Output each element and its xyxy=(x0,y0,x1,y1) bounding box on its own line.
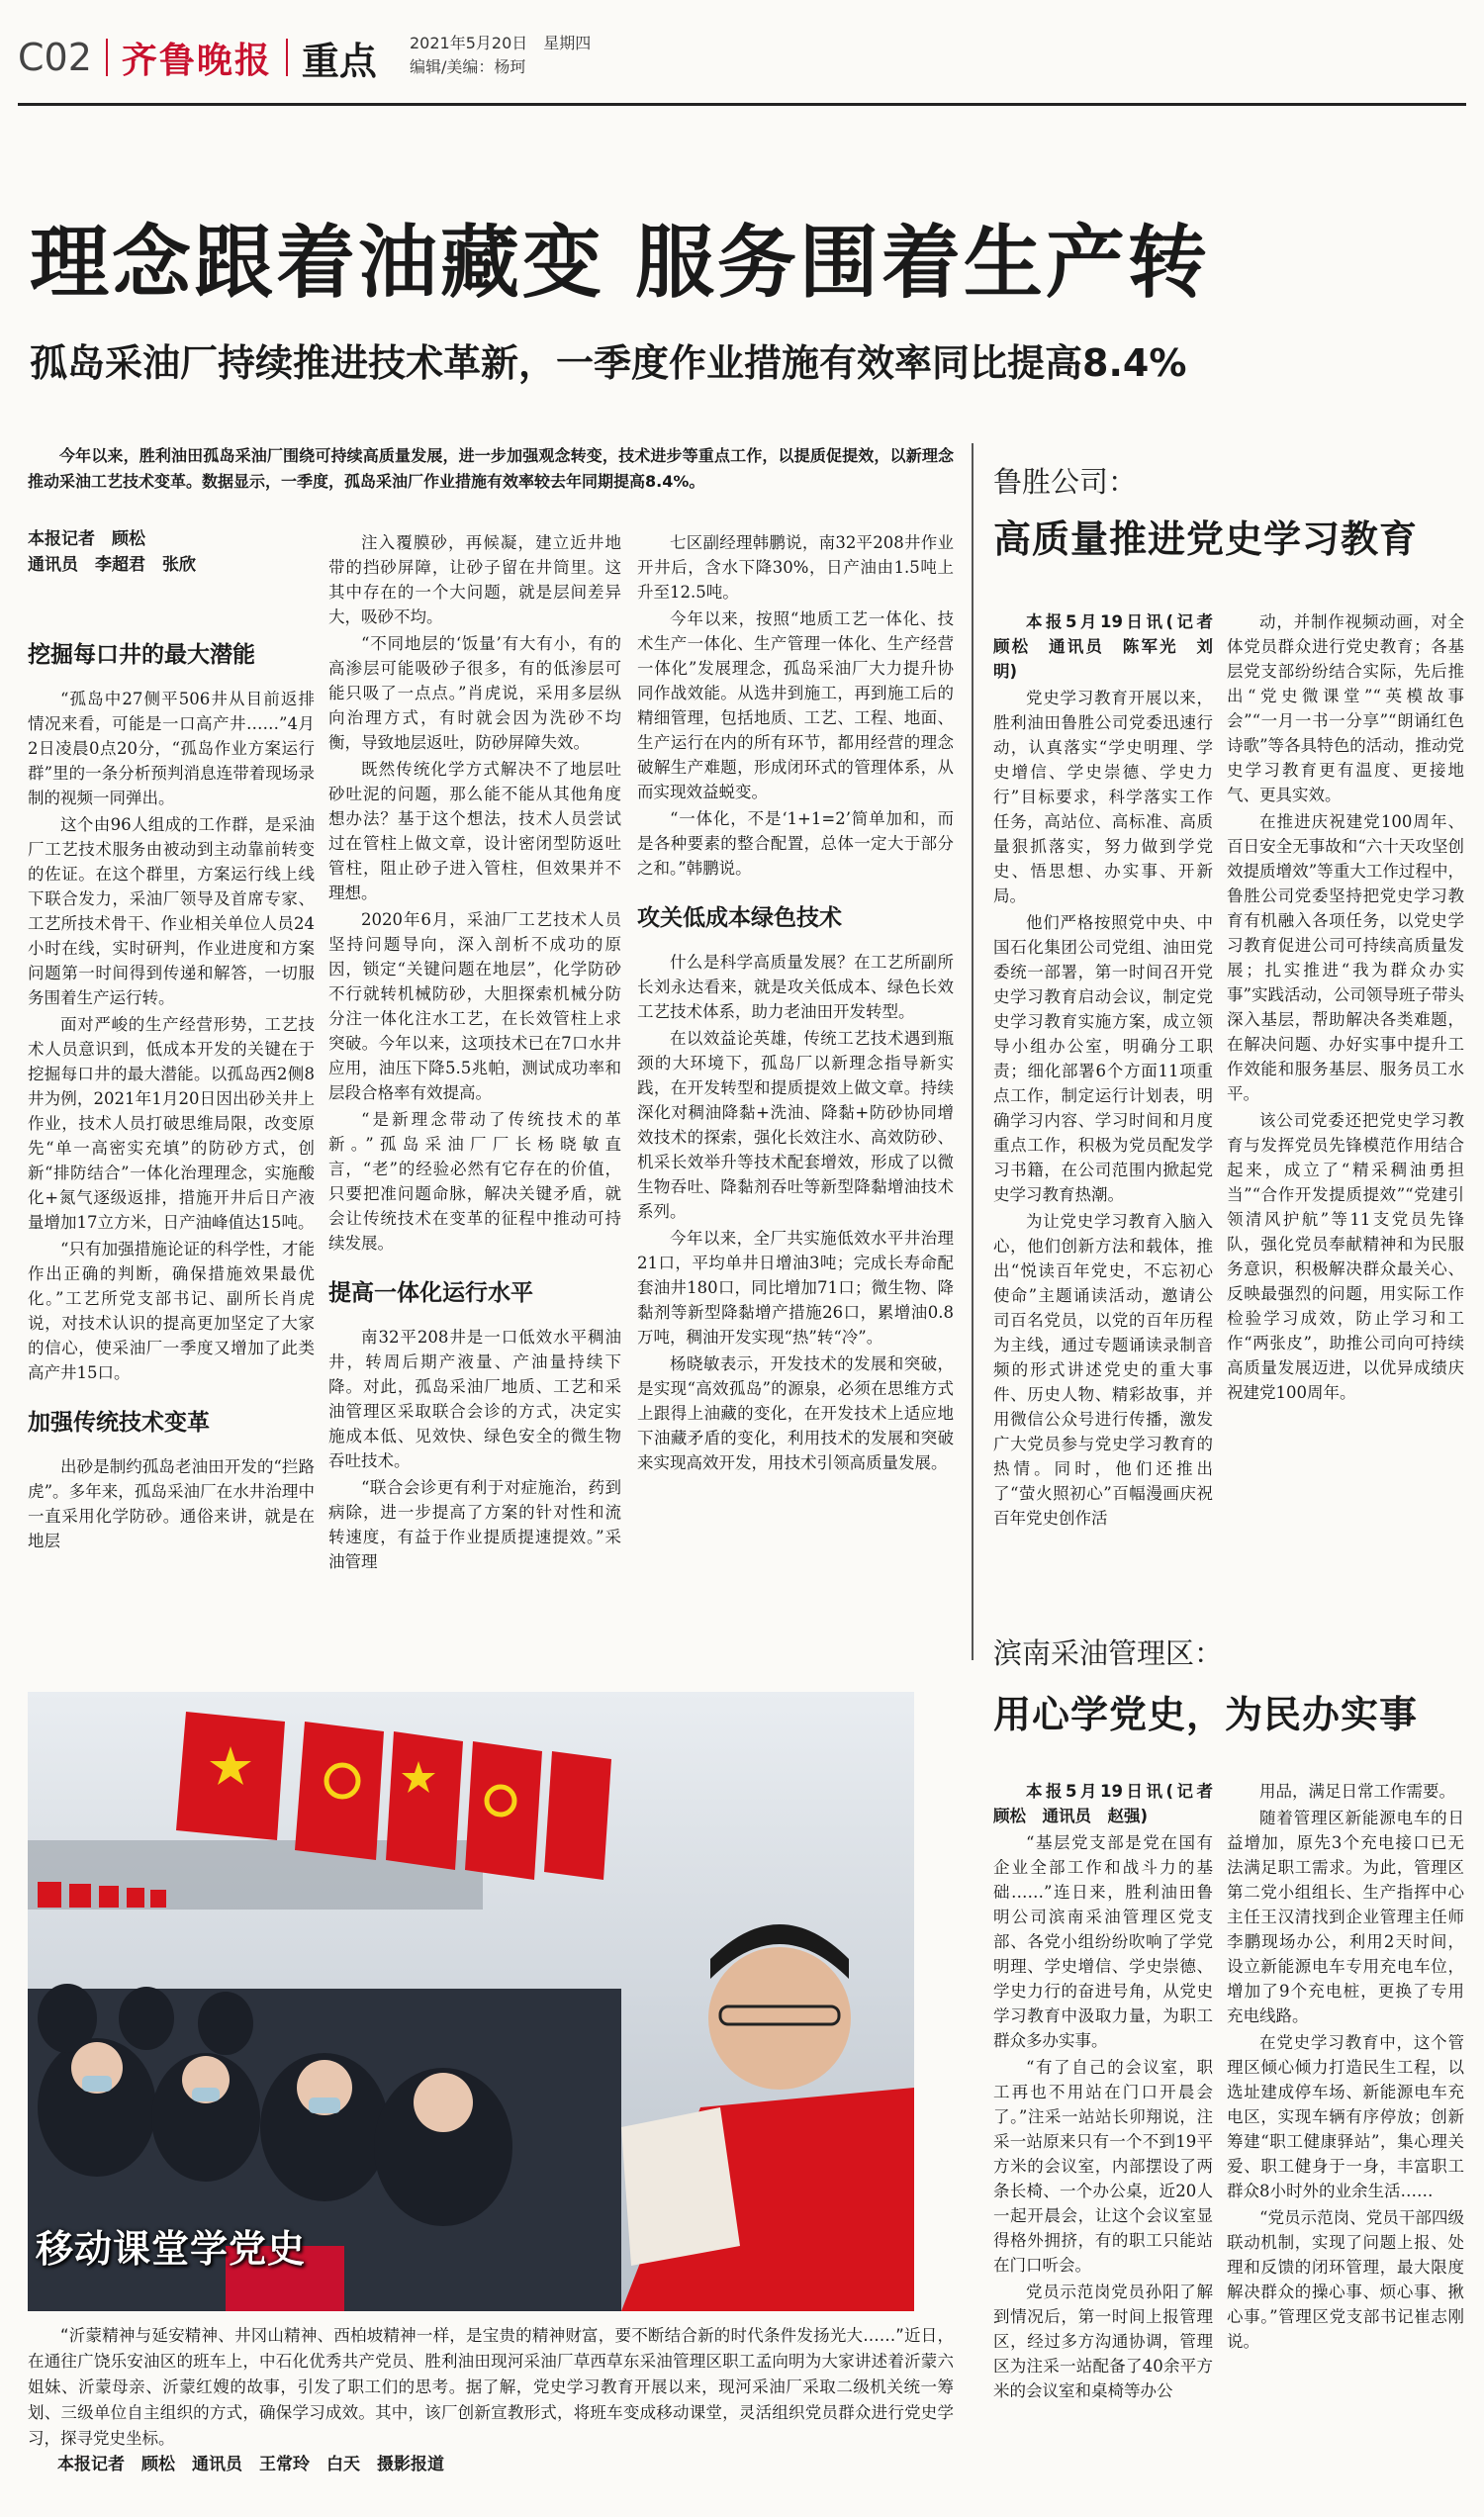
article-paragraph: “联合会诊更有利于对症施治，药到病除，进一步提高了方案的针对性和流转速度，有益于作业提质提速提效。”采油管理 xyxy=(328,1478,621,1571)
story-paragraph: “基层党支部是党在国有企业全部工作和战斗力的基础……”连日来，胜利油田鲁明公司滨南采油管理区党支部、各党小组纷纷吹响了学党明理、学史增信、学史崇德、学史力行的奋进号角，从党史学习教育中汲取力量，为职工群众多办实事。 xyxy=(993,1833,1213,2050)
byline-correspondent: 通讯员 李超君 张欣 xyxy=(28,555,196,575)
section-heading: 提高一体化运行水平 xyxy=(328,1280,533,1306)
photo-caption: 移动课堂学党史 xyxy=(36,2227,307,2271)
story-column-b xyxy=(1227,609,1464,1632)
article-paragraph: 既然传统化学方式解决不了地层吐砂吐泥的问题，那么能不能从其他角度想办法？基于这个想法，技术人员尝试过在管柱上做文章，设计密闭型防返吐管柱，阻止砂子进入管柱，但效果并不理想。 xyxy=(328,760,621,902)
article-paragraph: “一体化，不是‘1+1=2’简单加和，而是各种要素的整合配置，总体一定大于部分之和。”韩鹏说。 xyxy=(637,809,954,878)
article-paragraph: 南32平208井是一口低效水平稠油井，转周后期产液量、产油量持续下降。对此，孤岛采油厂地质、工艺和采油管理区采取联合会诊的方式，决定实施成本低、见效快、绿色安全的微生物吞吐技术。 xyxy=(328,1328,621,1470)
masthead xyxy=(18,28,377,87)
section-heading: 挖掘每口井的最大潜能 xyxy=(28,642,255,668)
editor-credit: 编辑/美编：杨珂 xyxy=(410,57,526,76)
story-paragraph: 为让党史学习教育入脑入心，他们创新方法和载体，推出“悦读百年党史，不忘初心使命”主题诵读活动，邀请公司百名党员，以党的百年历程为主线，通过专题诵读录制音频的形式讲述党史的重大事件、历史人物、精彩故事，并用微信公众号进行传播，激发广大党员参与党史学习教育的热情。同时，他们还推出了“萤火照初心”百幅漫画庆祝百年党史创作活 xyxy=(993,1212,1213,1528)
article-paragraph: 出砂是制约孤岛老油田开发的“拦路虎”。多年来，孤岛采油厂在水井治理中一直采用化学防砂。通俗来讲，就是在地层 xyxy=(28,1457,315,1550)
photo-byline: 本报记者 顾松 通讯员 王常玲 白天 摄影报道 xyxy=(57,2455,444,2474)
article-paragraph: 2020年6月，采油厂工艺技术人员坚持问题导向，深入剖析不成功的原因，锁定“关键问题在地层”，化学防砂不行就转机械防砂，大胆探索机械分防分注一体化注水工艺，在长效管柱上求突破。今年以来，这项技术已在7口水井应用，油压下降5.5兆帕，测试成功率和层段合格率有效提高。 xyxy=(328,910,621,1102)
masthead-rule xyxy=(18,103,1466,106)
article-paragraph: “只有加强措施论证的科学性，才能作出正确的判断，确保措施效果最优化。”工艺所党支部书记、副所长肖虎说，对技术认识的提高更加坚定了大家的信心，使采油厂一季度又增加了此类高产井15口。 xyxy=(28,1240,315,1382)
story-paragraph: 党员示范岗党员孙阳了解到情况后，第一时间上报管理区，经过多方沟通协调，管理区为注采一站配备了40余平方米的会议室和桌椅等办公 xyxy=(993,2283,1213,2400)
photo-paragraph: “沂蒙精神与延安精神、井冈山精神、西柏坡精神一样，是宝贵的精神财富，要不断结合新的时代条件发扬光大……”近日，在通往广饶乐安油区的班车上，中石化优秀共产党员、胜利油田现河采油厂草西草东采油管理区职工孟向明为大家讲述着沂蒙六姐妹、沂蒙母亲、沂蒙红嫂的故事，引发了职工们的思考。据了解，党史学习教育开展以来，现河采油厂采取二级机关统一筹划、三级单位自主组织的方式，确保学习成效。其中，该厂创新宣教形式，将班车变成移动课堂，灵活组织党员群众进行党史学习，探寻党史坐标。 xyxy=(28,2326,954,2448)
story-paragraph: 他们严格按照党中央、中国石化集团公司党组、油田党委统一部署，第一时间召开党史学习教育启动会议，制定党史学习教育实施方案，成立领导小组办公室，明确分工职责；细化部署6个方面11项重点工作，制定运行计划表，明确学习内容、学习时间和月度重点工作，积极为党员配发学习书籍，在公司范围内掀起党史学习教育热潮。 xyxy=(993,913,1213,1204)
story-byline: 本报5月19日讯(记者 顾松 通讯员 陈军光 刘明) xyxy=(993,612,1230,681)
story-paragraph: “有了自己的会议室，职工再也不用站在门口开晨会了。”注采一站站长卯翔说，注采一站原来只有一个不到19平方米的会议室，内部摆设了两条长椅、一个办公桌，近20人一起开晨会，让这个会议室显得格外拥挤，有的职工只能站在门口听会。 xyxy=(993,2058,1213,2275)
story-column-b xyxy=(1227,1779,1464,2511)
story-paragraph: 在党史学习教育中，这个管理区倾心倾力打造民生工程，以选址建成停车场、新能源电车充电区，实现车辆有序停放；创新筹建“职工健康驿站”，集心理关爱、职工健身于一身，丰富职工群众8小时外的业余生活…… xyxy=(1227,2033,1464,2200)
article-paragraph: 杨晓敏表示，开发技术的发展和突破，是实现“高效孤岛”的源泉，必须在思维方式上跟得上油藏的变化，在开发技术上适应地下油藏矛盾的变化，利用技术的发展和突破来实现高效开发，用技术引领高质量发展。 xyxy=(637,1354,954,1472)
article-paragraph: 今年以来，全厂共实施低效水平井治理21口，平均单井日增油3吨；完成长寿命配套油井180口，同比增加71口；微生物、降黏剂等新型降黏增产措施26口，累增油0.8万吨，稠油开发实现“热”转“冷”。 xyxy=(637,1229,954,1347)
news-photo xyxy=(28,1692,914,2311)
column-divider xyxy=(972,443,974,1660)
page-number: C02 xyxy=(18,36,92,79)
article-column-2 xyxy=(328,530,621,1678)
story-title: 用心学党史，为民办实事 xyxy=(993,1693,1419,1736)
article-column-1 xyxy=(28,637,315,1678)
article-paragraph: 七区副经理韩鹏说，南32平208井作业开井后，含水下降30%，日产油由1.5吨上升至12.5吨。 xyxy=(637,533,954,602)
article-paragraph: “不同地层的‘饭量’有大有小，有的高渗层可能吸砂子很多，有的低渗层可能只吸了一点点。”肖虎说，采用多层纵向治理方式，有时就会因为洗砂不均衡，导致地层返吐，防砂屏障失效。 xyxy=(328,634,621,752)
story-column-a xyxy=(993,1779,1230,2511)
article-byline xyxy=(28,526,315,578)
story-label: 鲁胜公司： xyxy=(993,465,1138,499)
article-paragraph: 什么是科学高质量发展？在工艺所副所长刘永达看来，就是攻关低成本、绿色长效工艺技术体系，助力老油田开发转型。 xyxy=(637,953,954,1021)
article-paragraph: 这个由96人组成的工作群，是采油厂工艺技术服务由被动到主动靠前转变的佐证。在这个群里，方案运行线上线下联合发力，采油厂领导及首席专家、工艺所技术骨干、作业相关单位人员24小时在线，实时研判，作业进度和方案问题第一时间得到传递和解答，一切服务围着生产运行转。 xyxy=(28,815,315,1007)
article-paragraph: 面对严峻的生产经营形势，工艺技术人员意识到，低成本开发的关键在于挖掘每口井的最大潜能。以孤岛西2侧8井为例，2021年1月20日因出砂关井上作业，技术人员打破思维局限，改变原先“单一高密实充填”的防砂方式，创新“排防结合”一体化治理理念，实施酸化+氮气逐级返排，措施开井后日产液量增加17立方米，日产油峰值达15吨。 xyxy=(28,1015,315,1232)
story-column-a xyxy=(993,609,1230,1632)
masthead-divider xyxy=(106,39,108,76)
headline: 理念跟着油藏变 服务围着生产转 xyxy=(30,217,1210,309)
story-title: 高质量推进党史学习教育 xyxy=(993,517,1419,561)
story-paragraph: 在推进庆祝建党100周年、百日安全无事故和“六十天攻坚创效提质增效”等重大工作过程中，鲁胜公司党委坚持把党史学习教育有机融入各项任务，以党史学习教育促进公司可持续高质量发展；扎实推进“我为群众办实事”实践活动，公司领导班子带头深入基层，帮助解决各类难题，在解决问题、办好实事中提升工作效能和服务基层、服务员工水平。 xyxy=(1227,812,1464,1103)
masthead-divider xyxy=(286,39,288,76)
lead-paragraph: 今年以来，胜利油田孤岛采油厂围绕可持续高质量发展，进一步加强观念转变，技术进步等重点工作，以提质促提效，以新理念推动采油工艺技术变革。数据显示，一季度，孤岛采油厂作业措施有效率较去年同期提高8.4%。 xyxy=(28,446,954,491)
story-byline: 本报5月19日讯(记者 顾松 通讯员 赵强) xyxy=(993,1782,1230,1825)
subheadline: 孤岛采油厂持续推进技术革新，一季度作业措施有效率同比提高8.4% xyxy=(30,341,1187,385)
section-name: 重点 xyxy=(301,39,377,83)
article-column-3 xyxy=(637,530,954,1678)
issue-date: 2021年5月20日 星期四 xyxy=(410,34,592,52)
story-paragraph: 党史学习教育开展以来，胜利油田鲁胜公司党委迅速行动，认真落实“学史明理、学史增信、学史崇德、学史力行”目标要求，科学落实工作任务，高站位、高标准、高质量狠抓落实，努力做到学党史、悟思想、办实事、开新局。 xyxy=(993,689,1213,905)
article-paragraph: “孤岛中27侧平506井从目前返排情况来看，可能是一口高产井……”4月2日凌晨0点20分，“孤岛作业方案运行群”里的一条分析预判消息连带着现场录制的视频一同弹出。 xyxy=(28,690,315,807)
paper-name: 齐鲁晚报 xyxy=(121,39,272,81)
issue-meta xyxy=(410,32,591,79)
section-heading: 加强传统技术变革 xyxy=(28,1410,210,1436)
article-paragraph: 在以效益论英雄，传统工艺技术遇到瓶颈的大环境下，孤岛厂以新理念指导新实践，在开发转型和提质提效上做文章。持续深化对稠油降黏+洗油、降黏+防砂协同增效技术的探索，强化长效注水、高效防砂、机采长效举升等技术配套增效，形成了以微生物吞吐、降黏剂吞吐等新型降黏增油技术系列。 xyxy=(637,1029,954,1221)
byline-reporter: 本报记者 顾松 xyxy=(28,529,145,549)
story-paragraph: 动，并制作视频动画，对全体党员群众进行党史教育；各基层党支部纷纷结合实际，先后推出“党史微课堂”“英模故事会”“一月一书一分享”“朗诵红色诗歌”等各具特色的活动，推动党史学习教育更有温度、更接地气、更具实效。 xyxy=(1227,612,1464,804)
article-paragraph: 今年以来，按照“地质工艺一体化、技术生产一体化、生产管理一体化、生产经营一体化”发展理念，孤岛采油厂大力提升协同作战效能。从选井到施工，再到施工后的精细管理，包括地质、工艺、工程、地面、生产运行在内的所有环节，都用经营的理念破解生产难题，形成闭环式的管理体系，从而实现效益蜕变。 xyxy=(637,609,954,801)
story-paragraph: 用品，满足日常工作需要。 xyxy=(1259,1782,1455,1801)
photo-description xyxy=(28,2323,954,2452)
story-paragraph: 该公司党委还把党史学习教育与发挥党员先锋模范作用结合起来，成立了“精采稠油勇担当”“合作开发提质提效”“党建引领清风护航”等11支党员先锋队，强化党员奉献精神和为民服务意识，积极解决群众最关心、反映最强烈的问题，用实际工作检验学习成效，防止学习和工作“两张皮”，助推公司向可持续高质量发展迈进，以优异成绩庆祝建党100周年。 xyxy=(1227,1111,1464,1402)
article-paragraph: 注入覆膜砂，再候凝，建立近井地带的挡砂屏障，让砂子留在井筒里。这其中存在的一个大问题，就是层间差异大，吸砂不均。 xyxy=(328,533,621,626)
section-heading: 攻关低成本绿色技术 xyxy=(637,905,842,931)
story-paragraph: “党员示范岗、党员干部四级联动机制，实现了问题上报、处理和反馈的闭环管理，最大限度解决群众的操心事、烦心事、揪心事。”管理区党支部书记崔志刚说。 xyxy=(1227,2208,1464,2351)
story-paragraph: 随着管理区新能源电车的日益增加，原先3个充电接口已无法满足职工需求。为此，管理区第二党小组组长、生产指挥中心主任王汉清找到企业管理主任师李鹏现场办公，利用2天时间，设立新能源电车专用充电车位，增加了9个充电桩，更换了专用充电线路。 xyxy=(1227,1809,1464,2025)
article-paragraph: “是新理念带动了传统技术的革新。”孤岛采油厂厂长杨晓敏直言，“老”的经验必然有它存在的价值，只要把准问题命脉，解决关键矛盾，就会让传统技术在变革的征程中推动可持续发展。 xyxy=(328,1110,621,1253)
story-label: 滨南采油管理区： xyxy=(993,1636,1224,1670)
